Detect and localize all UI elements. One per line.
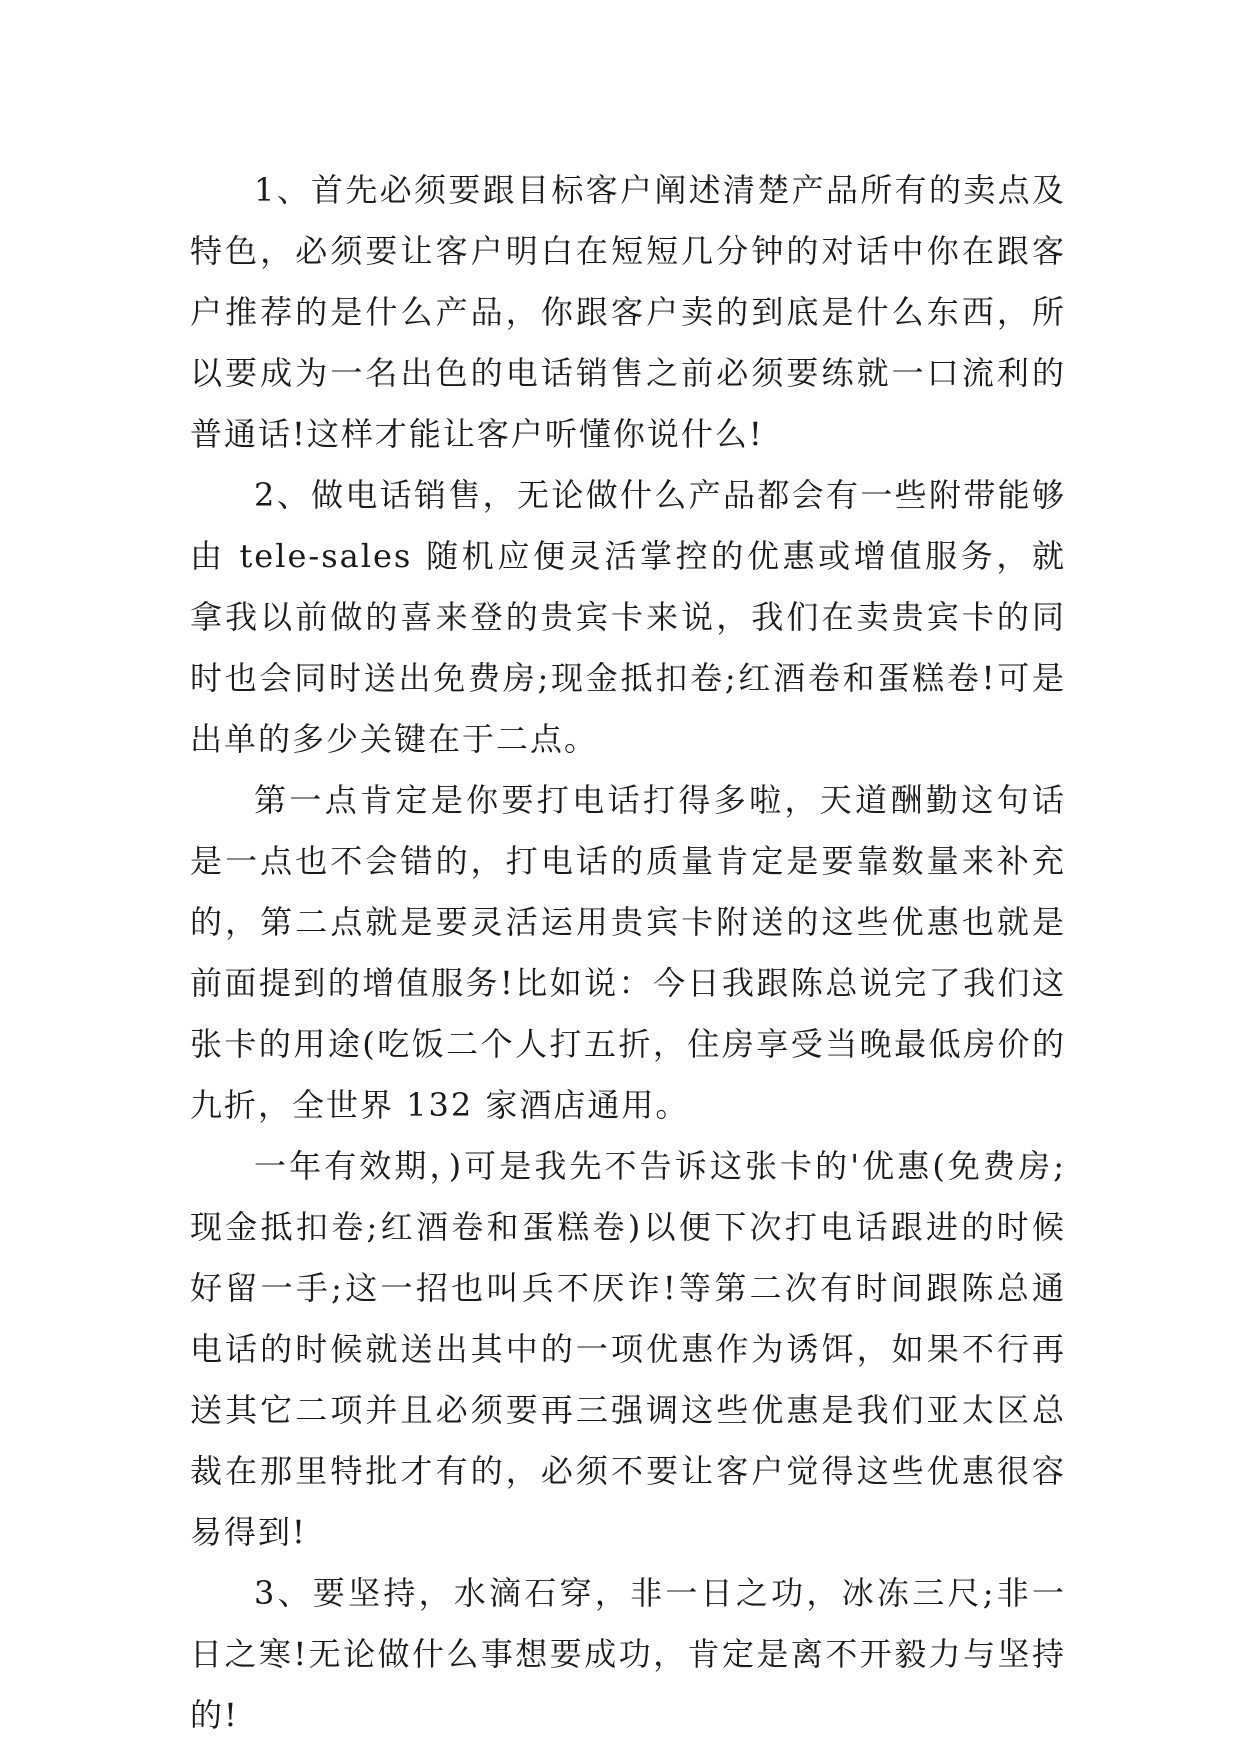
paragraph-5: 3、要坚持，水滴石穿，非一日之功，冰冻三尺;非一日之寒!无论做什么事想要成功，肯定是离不开毅力与坚持的! [190, 1574, 1066, 1734]
paragraph-4: 一年有效期，)可是我先不告诉这张卡的'优惠(免费房;现金抵扣卷;红酒卷和蛋糕卷)以便下次打电话跟进的时候好留一手;这一招也叫兵不厌诈!等第二次有时间跟陈总通电话的时候就送出其中的一项优惠作为诱饵，如果不行再送其它二项并且必须要再三强调这些优惠是我们亚太区总裁在那里特批才有的，必须不要让客户觉得这些优惠很容易得到! [190, 1147, 1066, 1551]
document-body [190, 160, 1066, 1746]
paragraph-1: 1、首先必须要跟目标客户阐述清楚产品所有的卖点及特色，必须要让客户明白在短短几分钟的对话中你在跟客户推荐的是什么产品，你跟客户卖的到底是什么东西，所以要成为一名出色的电话销售之前必须要练就一口流利的普通话!这样才能让客户听懂你说什么! [190, 171, 1066, 453]
paragraph-3: 第一点肯定是你要打电话打得多啦，天道酬勤这句话是一点也不会错的，打电话的质量肯定是要靠数量来补充的，第二点就是要灵活运用贵宾卡附送的这些优惠也就是前面提到的增值服务!比如说：今日我跟陈总说完了我们这张卡的用途(吃饭二个人打五折，住房享受当晚最低房价的九折，全世界 132 家酒店通用。 [190, 781, 1066, 1124]
paragraph-2: 2、做电话销售，无论做什么产品都会有一些附带能够由 tele-sales 随机应便灵活掌控的优惠或增值服务，就拿我以前做的喜来登的贵宾卡来说，我们在卖贵宾卡的同时也会同时送出免费房;现金抵扣卷;红酒卷和蛋糕卷!可是出单的多少关键在于二点。 [190, 476, 1066, 758]
